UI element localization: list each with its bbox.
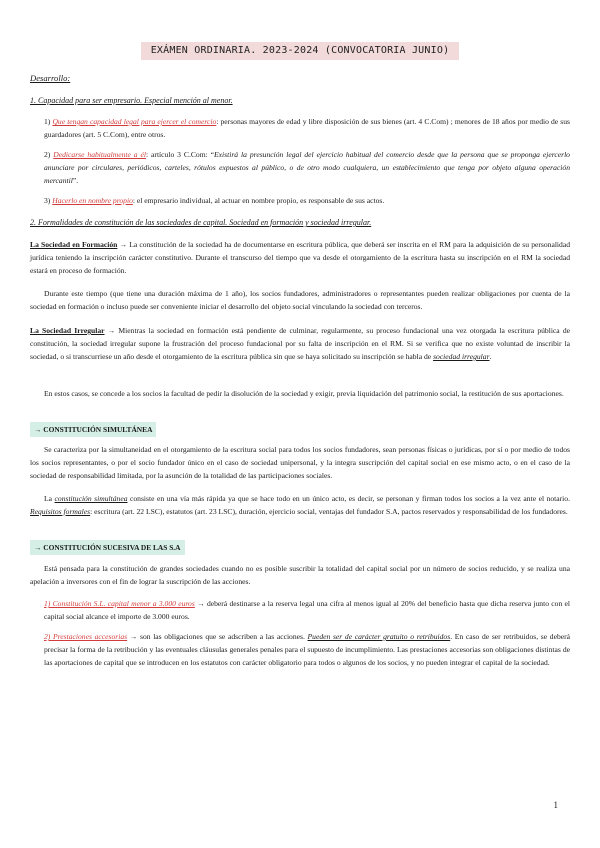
title-wrap [0, 40, 600, 60]
section-1-item-3: 3) Hacerlo en nombre propio: el empresario individual, al actuar en nombre propio, es responsable de sus actos. [44, 196, 385, 205]
constitucion-simultanea-label: → CONSTITUCIÓN SIMULTÁNEA [30, 422, 570, 437]
constitucion-sucesiva-paragraph: Está pensada para la constitución de grandes sociedades cuando no es posible suscribir la totalidad del capital social por un número de socios reducido, y se realiza una apelación a inversores con el fin de lograr la suscripción de las acciones. [30, 564, 570, 586]
sociedad-irregular-paragraph: La Sociedad Irregular → Mientras la sociedad en formación está pendiente de culminar, regularmente, su proceso fundacional una vez otorgada la escritura pública de constitución, la sociedad irregular supone la frustración del proceso fundacional por su falta de inscripción en el RM. Si se verifica que no existe voluntad de inscribir la sociedad, o si transcurriese un año desde el otorgamiento de la escritura pública sin que se haya solicitado su inscripción se habla de sociedad irregular. [30, 326, 570, 361]
section-1-item-2: 2) Dedicarse habitualmente a él: artículo 3 C.Com: “Existirá la presunción legal del ejercicio habitual del comercio desde que la persona que se proponga ejercerlo anunciare por circulares, periódicos, carteles, rótulos expuestos al público, o de otro modo cualquiera, un establecimiento que tenga por objeto alguna operación mercantil”. [44, 150, 570, 185]
section-2-heading: 2. Formalidades de constitución de las sociedades de capital. Sociedad en formación y sociedad irregular. [30, 218, 372, 227]
constitucion-sucesiva-label: → CONSTITUCIÓN SUCESIVA DE LAS S.A [30, 540, 570, 555]
sociedad-formacion-paragraph: La Sociedad en Formación → La constitución de la sociedad ha de documentarse en escritura pública, que deberá ser inscrita en el RM para la adquisición de su personalidad jurídica teniendo la inscripción carácter constitutivo. Durante el transcurso del tiempo que va desde el otorgamiento de la escritura hasta su inscripción en el RM la sociedad estará en proceso de formación. [30, 240, 570, 275]
section-1-heading: 1. Capacidad para ser empresario. Especial mención al menor. [30, 96, 233, 105]
constitucion-simultanea-paragraph: Se caracteriza por la simultaneidad en el otorgamiento de la escritura social para todos los socios fundadores, sean personas físicas o jurídicas, por sí o por medio de todos los socios representantes, o por el socio fundador único en el caso de sociedad unipersonal, y la integra suscripción del capital social en ese mismo acto, o en el caso de la sociedad de responsabilidad limitada, por la asunción de la totalidad de las participaciones sociales. [30, 445, 570, 480]
page-number: 1 [553, 800, 558, 810]
constitucion-sucesiva-item-1: 1) Constitución S.L. capital menor a 3.000 euros → deberá destinarse a la reserva legal una cifra al menos igual al 20% del beneficio hasta que dicha reserva junto con el capital social alcance el importe de 3.000 euros. [44, 599, 570, 621]
constitucion-simultanea-paragraph-2: La constitución simultánea consiste en una vía más rápida ya que se hace todo en un único acto, es decir, se personan y firman todos los socios a la vez ante el notario. Requisitos formales: escritura (art. 22 LSC), estatutos (art. 23 LSC), duración, ejercicio social, ventajas del fundador S.A, pactos reservados y responsabilidad de los fundadores. [30, 494, 570, 516]
section-1-item-1: 1) Que tengan capacidad legal para ejercer el comercio: personas mayores de edad y libre disposición de sus bienes (art. 4 C.Com) ; menores de 18 años por medio de sus guardadores (art. 5 C.Com), entre otros. [44, 117, 570, 139]
sociedad-irregular-paragraph-2: En estos casos, se concede a los socios la facultad de pedir la disolución de la sociedad y exigir, previa liquidación del patrimonio social, la restitución de sus aportaciones. [44, 389, 564, 398]
document-title: EXÁMEN ORDINARIA. 2023-2024 (CONVOCATORIA JUNIO) [141, 42, 460, 60]
desarrollo-heading: Desarrollo: [30, 73, 71, 83]
sociedad-formacion-paragraph-2: Durante este tiempo (que tiene una duración máxima de 1 año), los socios fundadores, administradores o representantes pueden realizar obligaciones por cuenta de la sociedad en formación o incluso puede ser conveniente iniciar el desarrollo del objeto social vinculando la sociedad con terceros. [30, 289, 570, 311]
constitucion-sucesiva-item-2: 2) Prestaciones accesorias → son las obligaciones que se adscriben a las acciones. Pueden ser de carácter gratuito o retribuidos. En caso de ser retribuidos, se deberá precisar la forma de la retribución y las eventuales cláusulas generales penales para el supuesto de incumplimiento. Las prestaciones accesorias son obligaciones distintas de las aportaciones de capital que se introducen en los estatutos con carácter obligatorio para todos o algunos de los socios, y no pueden integrar el capital de la sociedad. [44, 632, 571, 667]
